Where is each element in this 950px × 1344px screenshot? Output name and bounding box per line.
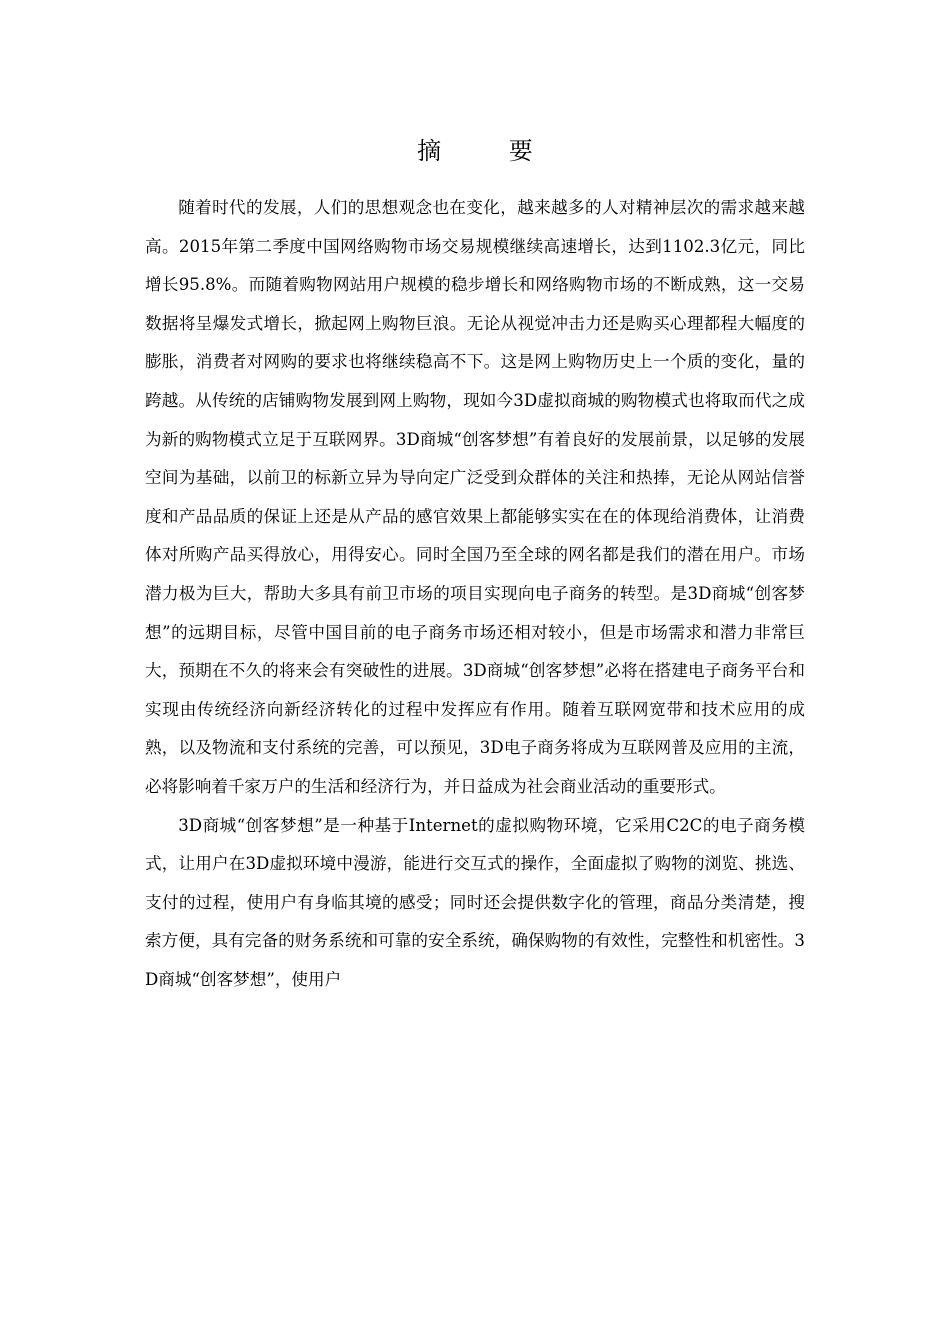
abstract-body (145, 189, 805, 999)
abstract-paragraph-2: 3D商城“创客梦想”是一种基于Internet的虚拟购物环境，它采用C2C的电子商务模式，让用户在3D虚拟环境中漫游，能进行交互式的操作，全面虚拟了购物的浏览、挑选、支付的过程，使用户有身临其境的感受；同时还会提供数字化的管理，商品分类清楚，搜索方便，具有完备的财务系统和可靠的安全系统，确保购物的有效性，完整性和机密性。3D商城“创客梦想”，使用户 (145, 815, 805, 989)
abstract-paragraph-1: 随着时代的发展，人们的思想观念也在变化，越来越多的人对精神层次的需求越来越高。2015年第二季度中国网络购物市场交易规模继续高速增长，达到1102.3亿元，同比增长95.8%。而随着购物网站用户规模的稳步增长和网络购物市场的不断成熟，这一交易数据将呈爆发式增长，掀起网上购物巨浪。无论从视觉冲击力还是购买心理都程大幅度的膨胀，消费者对网购的要求也将继续稳高不下。这是网上购物历史上一个质的变化，量的跨越。从传统的店铺购物发展到网上购物，现如今3D虚拟商城的购物模式也将取而代之成为新的购物模式立足于互联网界。3D商城“创客梦想”有着良好的发展前景，以足够的发展空间为基础，以前卫的标新立异为导向定广泛受到众群体的关注和热捧，无论从网站信誉度和产品品质的保证上还是从产品的感官效果上都能够实实在在的体现给消费体，让消费体对所购产品买得放心，用得安心。同时全国乃至全球的网名都是我们的潜在用户。市场潜力极为巨大，帮助大多具有前卫市场的项目实现向电子商务的转型。是3D商城“创客梦想”的远期目标，尽管中国目前的电子商务市场还相对较小，但是市场需求和潜力非常巨大，预期在不久的将来会有突破性的进展。3D商城“创客梦想”必将在搭建电子商务平台和实现由传统经济向新经济转化的过程中发挥应有作用。随着互联网宽带和技术应用的成熟，以及物流和支付系统的完善，可以预见，3D电子商务将成为互联网普及应用的主流，必将影响着千家万户的生活和经济行为，并日益成为社会商业活动的重要形式。 (145, 198, 805, 796)
abstract-title: 摘 要 (417, 137, 563, 165)
